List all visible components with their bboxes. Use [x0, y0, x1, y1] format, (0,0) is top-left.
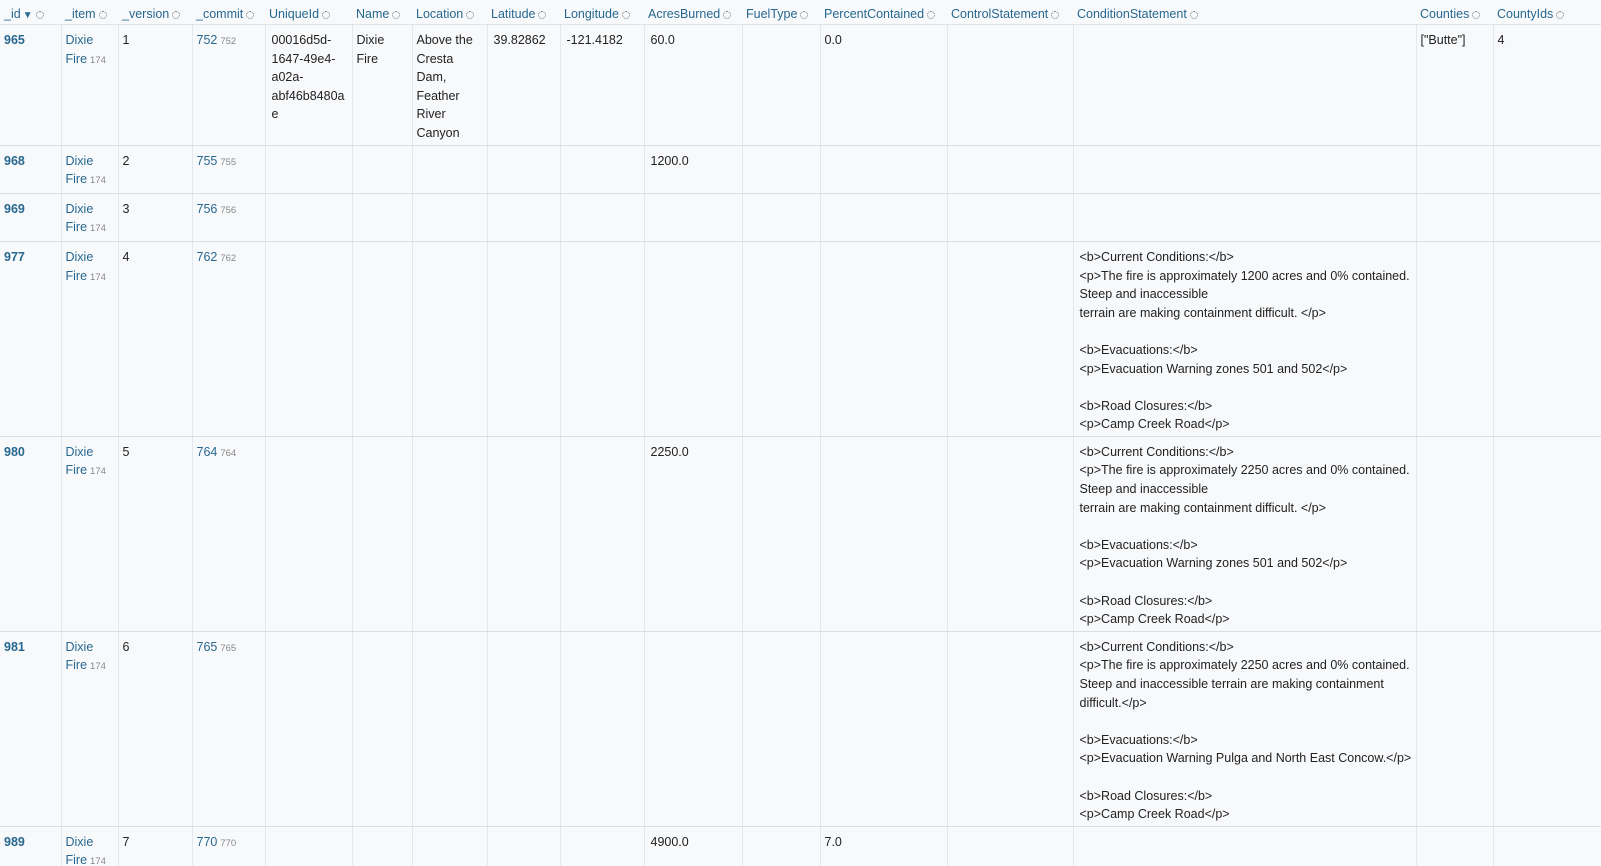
item-id-label: 174 — [90, 175, 106, 187]
cell-location — [412, 241, 487, 436]
sort-desc-icon[interactable]: ▼ — [22, 10, 33, 21]
gear-icon[interactable] — [246, 11, 254, 19]
cell-name — [352, 145, 412, 193]
commit-id-label: 762 — [220, 252, 237, 264]
table-row — [0, 826, 1601, 866]
gear-icon[interactable] — [1556, 11, 1564, 19]
commit-id-label: 770 — [220, 837, 237, 849]
cell-longitude — [560, 241, 644, 436]
cell-countyids — [1493, 631, 1601, 826]
cell-uniqueid — [265, 241, 352, 436]
cell-id — [0, 241, 61, 436]
row-id-link[interactable]: 980 — [4, 444, 25, 459]
column-header-label: Name — [356, 7, 390, 21]
column-header-label: Longitude — [564, 7, 619, 21]
commit-id-label: 764 — [220, 447, 237, 459]
cell-percent — [820, 241, 947, 436]
cell-uniqueid — [265, 193, 352, 241]
cell-commit — [192, 241, 265, 436]
item-link[interactable]: Dixie Fire — [65, 33, 94, 66]
row-id-link[interactable]: 969 — [4, 201, 25, 216]
table-body — [0, 25, 1601, 866]
cell-counties — [1416, 241, 1493, 436]
cell-acres — [644, 193, 742, 241]
item-id-label: 174 — [90, 466, 106, 478]
cell-control — [947, 631, 1073, 826]
cell-uniqueid — [265, 631, 352, 826]
cell-percent — [820, 145, 947, 193]
gear-icon[interactable] — [172, 11, 180, 19]
cell-latitude — [487, 193, 560, 241]
column-header-longitude[interactable] — [560, 0, 644, 25]
cell-control — [947, 145, 1073, 193]
commit-id-label: 755 — [220, 156, 237, 168]
cell-fuel — [742, 826, 820, 866]
cell-item — [61, 241, 118, 436]
cell-condition: <b>Current Conditions:</b> <p>The fire is approximately 2250 acres and 0% contained. Steep and inaccessible terrain are making containment difficult. </p> <b>Evacuations:</b> <p>Evacuation Warning zones 501 and 502</p> <b>Road Closures:</b> <p>Camp Creek Road</p> — [1073, 436, 1416, 631]
commit-link[interactable]: 756 — [196, 201, 218, 216]
column-header-label: ControlStatement — [951, 7, 1049, 21]
cell-name — [352, 241, 412, 436]
cell-longitude — [560, 193, 644, 241]
item-link[interactable]: Dixie Fire — [65, 201, 94, 235]
column-header-uniqueid[interactable] — [265, 0, 352, 25]
cell-uniqueid: 00016d5d-1647-49e4-a02a-abf46b8480ae — [265, 25, 352, 146]
column-header-label: _commit — [196, 7, 244, 21]
cell-fuel — [742, 436, 820, 631]
cell-uniqueid — [265, 826, 352, 866]
cell-longitude — [560, 145, 644, 193]
cell-control — [947, 25, 1073, 146]
column-header-label: _id — [4, 7, 21, 21]
commit-link[interactable]: 755 — [196, 153, 218, 168]
cell-countyids — [1493, 193, 1601, 241]
gear-icon[interactable] — [723, 11, 731, 19]
cell-location: Above the Cresta Dam, Feather River Canyon — [412, 25, 487, 146]
column-header-label: ConditionStatement — [1077, 7, 1187, 21]
cell-countyids — [1493, 436, 1601, 631]
cell-version: 7 — [118, 826, 192, 866]
item-id-label: 174 — [90, 661, 106, 673]
column-header-label: FuelType — [746, 7, 798, 21]
cell-condition: <b>Current Conditions:</b> <p>The fire is approximately 2250 acres and 0% contained. Steep and inaccessible terrain are making containment difficult.</p> <b>Evacuations:</b> <p>Evacuation Warning Pulga and North East Concow.</p> <b>Road Closures:</b> <p>Camp Creek Road</p> — [1073, 631, 1416, 826]
cell-counties: ["Butte"] — [1416, 25, 1493, 146]
cell-commit — [192, 193, 265, 241]
column-header-label: CountyIds — [1497, 7, 1554, 21]
column-header-item[interactable] — [61, 0, 118, 25]
cell-percent — [820, 631, 947, 826]
commit-id-label: 752 — [220, 36, 237, 47]
commit-id-label: 756 — [220, 204, 237, 216]
column-header-acresburned[interactable] — [644, 0, 742, 25]
column-header-fueltype[interactable] — [742, 0, 820, 25]
commit-link[interactable]: 764 — [196, 444, 218, 459]
cell-counties — [1416, 631, 1493, 826]
cell-item — [61, 25, 118, 146]
cell-acres — [644, 631, 742, 826]
column-header-counties[interactable] — [1416, 0, 1493, 25]
item-id-label: 174 — [90, 54, 106, 66]
table-row — [0, 436, 1601, 631]
cell-countyids: 4 — [1493, 25, 1601, 146]
cell-acres: 2250.0 — [644, 436, 742, 631]
column-header-conditionstatement[interactable] — [1073, 0, 1416, 25]
column-header-id[interactable] — [0, 0, 61, 25]
cell-acres — [644, 241, 742, 436]
cell-latitude — [487, 145, 560, 193]
cell-counties — [1416, 145, 1493, 193]
cell-percent: 0.0 — [820, 25, 947, 146]
cell-commit — [192, 631, 265, 826]
commit-link[interactable]: 770 — [196, 834, 218, 849]
cell-item — [61, 436, 118, 631]
cell-name: Dixie Fire — [352, 25, 412, 146]
column-header-label: _version — [122, 7, 170, 21]
cell-countyids — [1493, 826, 1601, 866]
cell-condition — [1073, 145, 1416, 193]
gear-icon[interactable] — [322, 11, 330, 19]
cell-countyids — [1493, 145, 1601, 193]
cell-fuel — [742, 631, 820, 826]
cell-condition — [1073, 826, 1416, 866]
cell-acres: 1200.0 — [644, 145, 742, 193]
cell-percent: 7.0 — [820, 826, 947, 866]
gear-icon[interactable] — [622, 11, 630, 19]
cell-percent — [820, 193, 947, 241]
cell-version: 5 — [118, 436, 192, 631]
cell-id — [0, 826, 61, 866]
column-header-label: Latitude — [491, 7, 536, 21]
cell-percent — [820, 436, 947, 631]
row-id-link[interactable]: 965 — [4, 33, 25, 47]
gear-icon[interactable] — [1190, 11, 1198, 19]
cell-version: 3 — [118, 193, 192, 241]
cell-control — [947, 436, 1073, 631]
cell-countyids — [1493, 241, 1601, 436]
column-header-label: _item — [65, 7, 96, 21]
commit-id-label: 765 — [220, 642, 237, 654]
cell-uniqueid — [265, 145, 352, 193]
cell-commit — [192, 436, 265, 631]
table-row — [0, 631, 1601, 826]
cell-condition — [1073, 25, 1416, 146]
cell-fuel — [742, 193, 820, 241]
item-id-label: 174 — [90, 856, 106, 866]
column-header-latitude[interactable] — [487, 0, 560, 25]
table-row — [0, 25, 1601, 146]
cell-latitude — [487, 631, 560, 826]
column-header-countyids[interactable] — [1493, 0, 1601, 25]
row-id-link[interactable]: 977 — [4, 249, 25, 264]
cell-control — [947, 826, 1073, 866]
column-header-controlstatement[interactable] — [947, 0, 1073, 25]
row-id-link[interactable]: 989 — [4, 834, 25, 849]
gear-icon[interactable] — [1051, 11, 1059, 19]
cell-id — [0, 631, 61, 826]
cell-item — [61, 631, 118, 826]
cell-longitude — [560, 631, 644, 826]
commit-link[interactable]: 765 — [196, 639, 218, 654]
cell-latitude — [487, 241, 560, 436]
cell-name — [352, 436, 412, 631]
header-row — [0, 0, 1601, 25]
cell-fuel — [742, 145, 820, 193]
column-header-label: Location — [416, 7, 464, 21]
cell-counties — [1416, 826, 1493, 866]
gear-icon[interactable] — [99, 11, 107, 19]
gear-icon[interactable] — [466, 11, 474, 19]
cell-location — [412, 193, 487, 241]
cell-condition: <b>Current Conditions:</b> <p>The fire is approximately 1200 acres and 0% contained. Steep and inaccessible terrain are making containment difficult. </p> <b>Evacuations:</b> <p>Evacuation Warning zones 501 and 502</p> <b>Road Closures:</b> <p>Camp Creek Road</p> — [1073, 241, 1416, 436]
column-header-label: PercentContained — [824, 7, 925, 21]
cell-item — [61, 145, 118, 193]
commit-link[interactable]: 762 — [196, 249, 218, 264]
cell-acres: 60.0 — [644, 25, 742, 146]
cell-condition — [1073, 193, 1416, 241]
column-header-label: AcresBurned — [648, 7, 721, 21]
cell-latitude: 39.82862 — [487, 25, 560, 146]
column-header-commit[interactable] — [192, 0, 265, 25]
cell-longitude: -121.4182 — [560, 25, 644, 146]
cell-location — [412, 631, 487, 826]
cell-version: 6 — [118, 631, 192, 826]
gear-icon[interactable] — [800, 11, 808, 19]
cell-location — [412, 145, 487, 193]
cell-version: 4 — [118, 241, 192, 436]
gear-icon[interactable] — [36, 11, 44, 19]
cell-latitude — [487, 436, 560, 631]
cell-commit — [192, 145, 265, 193]
cell-fuel — [742, 241, 820, 436]
item-link[interactable]: Dixie Fire — [65, 153, 94, 187]
gear-icon[interactable] — [392, 11, 400, 19]
cell-item — [61, 193, 118, 241]
item-link[interactable]: Dixie Fire — [65, 639, 94, 673]
cell-latitude — [487, 826, 560, 866]
cell-id — [0, 436, 61, 631]
cell-counties — [1416, 436, 1493, 631]
cell-id — [0, 25, 61, 146]
item-link[interactable]: Dixie Fire — [65, 249, 94, 283]
cell-location — [412, 826, 487, 866]
cell-uniqueid — [265, 436, 352, 631]
commit-link[interactable]: 752 — [196, 33, 218, 47]
table-row — [0, 241, 1601, 436]
cell-longitude — [560, 826, 644, 866]
row-id-link[interactable]: 981 — [4, 639, 25, 654]
item-link[interactable]: Dixie Fire — [65, 834, 94, 866]
column-header-label: Counties — [1420, 7, 1470, 21]
cell-location — [412, 436, 487, 631]
column-header-location[interactable] — [412, 0, 487, 25]
gear-icon[interactable] — [538, 11, 546, 19]
table-row — [0, 145, 1601, 193]
item-id-label: 174 — [90, 271, 106, 283]
column-header-name[interactable] — [352, 0, 412, 25]
cell-control — [947, 241, 1073, 436]
cell-commit — [192, 826, 265, 866]
item-id-label: 174 — [90, 223, 106, 235]
cell-counties — [1416, 193, 1493, 241]
column-header-percentcontained[interactable] — [820, 0, 947, 25]
cell-longitude — [560, 436, 644, 631]
cell-name — [352, 193, 412, 241]
table-row — [0, 193, 1601, 241]
cell-fuel — [742, 25, 820, 146]
item-link[interactable]: Dixie Fire — [65, 444, 94, 478]
cell-item — [61, 826, 118, 866]
cell-name — [352, 826, 412, 866]
row-id-link[interactable]: 968 — [4, 153, 25, 168]
cell-id — [0, 193, 61, 241]
column-header-version[interactable] — [118, 0, 192, 25]
gear-icon[interactable] — [1472, 11, 1480, 19]
cell-version: 2 — [118, 145, 192, 193]
column-header-label: UniqueId — [269, 7, 320, 21]
cell-control — [947, 193, 1073, 241]
cell-acres: 4900.0 — [644, 826, 742, 866]
cell-commit — [192, 25, 265, 146]
cell-version: 1 — [118, 25, 192, 146]
cell-id — [0, 145, 61, 193]
cell-name — [352, 631, 412, 826]
gear-icon[interactable] — [927, 11, 935, 19]
